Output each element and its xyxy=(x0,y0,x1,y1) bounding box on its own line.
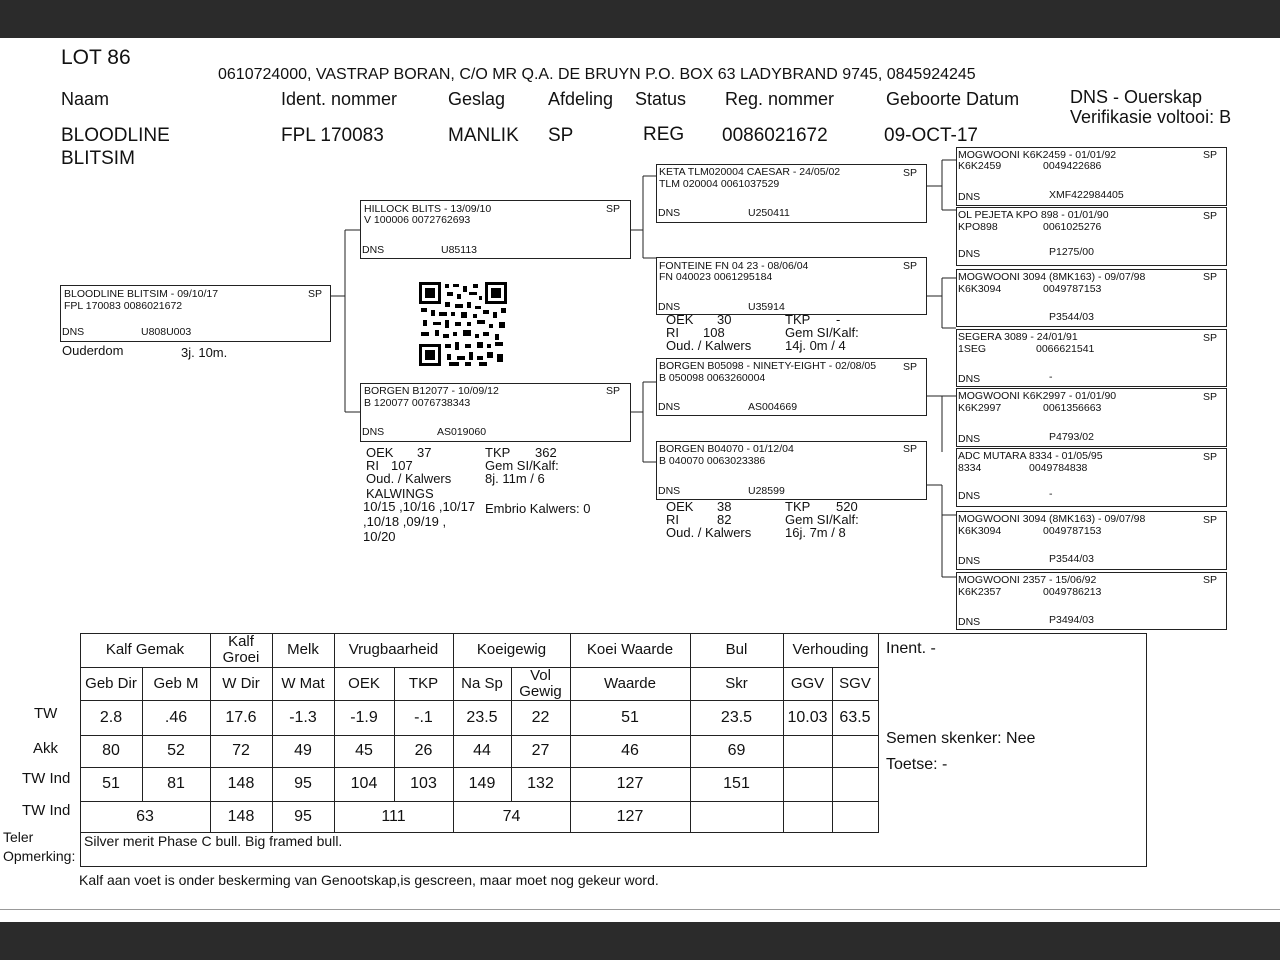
ggp-1-id: K6K2459 xyxy=(958,160,1002,172)
dam-kalwings-1: 10/15 ,10/16 ,10/17 xyxy=(363,499,476,514)
subheader-9: Skr xyxy=(725,674,748,692)
ggp-6-id: 8334 xyxy=(958,462,982,474)
gp2-tkp-value: - xyxy=(836,312,841,327)
group-header-5: Koei Waarde xyxy=(586,641,674,658)
remark-text: Silver merit Phase C bull. Big framed bull. xyxy=(84,833,343,849)
ggp-8-dns: DNS xyxy=(958,616,981,628)
gp-3-ids: B 050098 0063260004 xyxy=(659,372,766,384)
semen-text: Semen skenker: Nee xyxy=(886,730,1036,747)
group-header-6: Bul xyxy=(725,641,748,658)
gp-1-dnsval: U250411 xyxy=(748,207,790,219)
header-naam: Naam xyxy=(61,89,110,109)
subheader-4: OEK xyxy=(348,674,380,692)
header-geboorte: Geboorte Datum xyxy=(886,89,1020,109)
gp-3-title: BORGEN B05098 - NINETY-EIGHT - 02/08/05 xyxy=(659,360,877,372)
gp2-oek-label: OEK xyxy=(666,312,694,327)
gp4-tkp-value: 520 xyxy=(836,499,858,514)
subheader-2: W Dir xyxy=(222,674,260,692)
ggp-8-reg: 0049786213 xyxy=(1043,586,1102,598)
pedigree-gp-4 xyxy=(656,441,927,500)
akk-cell-10 xyxy=(783,735,832,767)
gp2-tkp-label: TKP xyxy=(785,312,811,327)
gp2-stats xyxy=(665,313,925,353)
ggp-6-dns: DNS xyxy=(958,490,981,502)
ggp-2-id: KPO898 xyxy=(958,221,998,233)
table-rule xyxy=(80,866,1147,867)
row-label-0: TW xyxy=(34,705,58,722)
pedigree-dam-dnsval: AS019060 xyxy=(437,426,487,438)
tw-ind2-vrugbaarheid: 111 xyxy=(381,807,406,825)
gp4-oek-value: 38 xyxy=(717,499,732,514)
animal-ident: FPL 170083 xyxy=(281,125,384,146)
toetse-text: Toetse: - xyxy=(886,756,948,773)
group-header-0: Kalf Gemak xyxy=(105,641,185,658)
pedigree-ggp-3 xyxy=(956,269,1227,327)
ggp-5-id: K6K2997 xyxy=(958,402,1002,414)
akk-cell-7: 27 xyxy=(531,742,550,759)
group-header-1: Kalf Groei xyxy=(222,633,260,666)
ggp-5-sp: SP xyxy=(1203,391,1218,403)
tw-ind2-koeigewig: 74 xyxy=(502,807,521,825)
header-ident: Ident. nommer xyxy=(281,89,398,109)
gp4-stats xyxy=(665,500,925,540)
table-rule xyxy=(1146,633,1147,867)
page-divider xyxy=(0,909,1280,910)
animal-geslag: MANLIK xyxy=(448,125,519,146)
teler-label: Teler xyxy=(3,829,34,845)
group-header-7: Verhouding xyxy=(792,641,869,658)
tw-cell-9: 23.5 xyxy=(720,708,753,726)
ggp-1-title: MOGWOONI K6K2459 - 01/01/92 xyxy=(958,149,1117,161)
tw_ind-cell-11 xyxy=(832,767,878,801)
gp4-oud-label: Oud. / Kalwers xyxy=(666,525,752,540)
ggp-4-id: 1SEG xyxy=(958,343,987,355)
ggp-4-sp: SP xyxy=(1203,332,1218,344)
gp-4-dns: DNS xyxy=(658,485,681,497)
gp-3-dns: DNS xyxy=(658,401,681,413)
animal-afdeling: SP xyxy=(548,125,574,146)
subheader-0: Geb Dir xyxy=(85,674,137,692)
tw-ind2-waarde: 127 xyxy=(616,807,644,825)
ggp-6-dnsval: - xyxy=(1049,488,1053,500)
tw-ind2-kalf-gemak: 63 xyxy=(136,807,154,825)
pedigree-gp-2 xyxy=(656,257,927,315)
gp-3-sp: SP xyxy=(903,361,918,373)
pedigree-subject xyxy=(60,285,331,342)
akk-cell-0: 80 xyxy=(102,742,120,759)
header-reg: Reg. nommer xyxy=(725,89,835,109)
pedigree-subject-ids: FPL 170083 0086021672 xyxy=(64,300,183,312)
gp-1-title: KETA TLM020004 CAESAR - 24/05/02 xyxy=(659,166,841,178)
dam-ri-value: 107 xyxy=(391,458,413,473)
header-geslag: Geslag xyxy=(448,89,506,109)
akk-cell-5: 26 xyxy=(414,742,433,759)
akk-cell-4: 45 xyxy=(355,742,373,759)
ouderdom-label: Ouderdom xyxy=(62,343,124,358)
group-header-3: Vrugbaarheid xyxy=(348,641,439,658)
subheader-7: Vol Gewig xyxy=(519,666,562,700)
gp2-oek-value: 30 xyxy=(717,312,732,327)
pedigree-subject-dnsval: U808U003 xyxy=(141,326,192,338)
akk-cell-8: 46 xyxy=(621,742,639,759)
tw-cell-1: .46 xyxy=(164,708,188,726)
gp4-tkp-label: TKP xyxy=(785,499,811,514)
akk-cell-2: 72 xyxy=(232,742,250,759)
tw-cell-8: 51 xyxy=(621,708,639,726)
gp-2-sp: SP xyxy=(903,260,918,272)
subheader-11: SGV xyxy=(839,674,871,692)
ggp-8-dnsval: P3494/03 xyxy=(1049,614,1094,626)
row-label-1: Akk xyxy=(33,740,59,757)
ggp-8-title: MOGWOONI 2357 - 15/06/92 xyxy=(958,574,1097,586)
gp2-gem-label: Gem SI/Kalf: xyxy=(785,325,859,340)
ggp-4-dns: DNS xyxy=(958,373,981,385)
gp-4-dnsval: U28599 xyxy=(748,485,785,497)
pedigree-sire xyxy=(360,200,631,259)
animal-name-1: BLOODLINE xyxy=(61,125,170,146)
tw_ind-cell-10 xyxy=(783,767,832,801)
pedigree-ggp-4 xyxy=(956,329,1227,387)
pedigree-sire-ids: V 100006 0072762693 xyxy=(364,214,471,226)
tw-cell-11: 63.5 xyxy=(839,708,871,726)
animal-status: REG xyxy=(643,124,685,145)
footnote-text: Kalf aan voet is onder beskerming van Genootskap,is gescreen, maar moet nog gekeur word. xyxy=(79,872,659,888)
dam-gem-label: Gem SI/Kalf: xyxy=(485,458,559,473)
ggp-7-title: MOGWOONI 3094 (8MK163) - 09/07/98 xyxy=(958,513,1146,525)
pedigree-dam-ids: B 120077 0076738343 xyxy=(364,397,471,409)
akk-cell-6: 44 xyxy=(473,742,491,759)
ggp-7-dns: DNS xyxy=(958,555,981,567)
header-afdeling: Afdeling xyxy=(548,89,614,109)
gp-1-sp: SP xyxy=(903,167,918,179)
pedigree-sire-dns: DNS xyxy=(362,244,385,256)
ggp-4-dnsval: - xyxy=(1049,371,1053,383)
lot-number: LOT 86 xyxy=(61,46,131,69)
ggp-3-id: K6K3094 xyxy=(958,283,1002,295)
subheader-3: W Mat xyxy=(281,674,325,692)
ggp-2-reg: 0061025276 xyxy=(1043,221,1102,233)
row-label-2: TW Ind xyxy=(22,770,71,787)
tw_ind-cell-8: 127 xyxy=(616,775,644,792)
akk-cell-11 xyxy=(832,735,878,767)
tw_ind-cell-3: 95 xyxy=(294,775,312,792)
gp-4-ids: B 040070 0063023386 xyxy=(659,455,766,467)
ggp-3-dnsval: P3544/03 xyxy=(1049,311,1094,323)
pedigree-gp-3 xyxy=(656,358,927,416)
ggp-6-reg: 0049784838 xyxy=(1029,462,1088,474)
ggp-8-sp: SP xyxy=(1203,574,1218,586)
dam-tkp-label: TKP xyxy=(485,445,511,460)
owner-line: 0610724000, VASTRAP BORAN, C/O MR Q.A. DE BRUYN P.O. BOX 63 LADYBRAND 9745, 0845924245 xyxy=(218,66,976,83)
dam-tkp-value: 362 xyxy=(535,445,557,460)
inent-text: Inent. - xyxy=(886,640,936,657)
dam-embrio: Embrio Kalwers: 0 xyxy=(485,501,591,516)
pedigree-dam-dns: DNS xyxy=(362,426,385,438)
gp2-ri-value: 108 xyxy=(703,325,725,340)
gp4-gem-label: Gem SI/Kalf: xyxy=(785,512,859,527)
gp-2-ids: FN 040023 0061295184 xyxy=(659,271,773,283)
ggp-5-dnsval: P4793/02 xyxy=(1049,431,1094,443)
pedigree-ggp-2 xyxy=(956,207,1227,266)
tw_ind-cell-1: 81 xyxy=(167,775,185,792)
gp-2-title: FONTEINE FN 04 23 - 08/06/04 xyxy=(659,260,809,272)
animal-name-2: BLITSIM xyxy=(61,148,135,169)
dam-oud-label: Oud. / Kalwers xyxy=(366,471,452,486)
ggp-1-reg: 0049422686 xyxy=(1043,160,1102,172)
tw-cell-5: -.1 xyxy=(414,708,433,726)
ggp-4-title: SEGERA 3089 - 24/01/91 xyxy=(958,331,1078,343)
tw_ind-cell-7: 132 xyxy=(527,775,554,792)
tw-cell-6: 23.5 xyxy=(466,708,498,726)
ggp-4-reg: 0066621541 xyxy=(1036,343,1095,355)
gp-3-dnsval: AS004669 xyxy=(748,401,798,413)
ouderdom-value: 3j. 10m. xyxy=(181,345,228,360)
group-header-4: Koeigewig xyxy=(476,641,547,658)
dam-ri-label: RI xyxy=(366,458,379,473)
dam-kalwings-label: KALWINGS xyxy=(366,486,434,501)
tw-cell-3: -1.3 xyxy=(289,708,317,726)
dam-oek-label: OEK xyxy=(366,445,394,460)
subheader-10: GGV xyxy=(790,674,825,692)
gp2-oud-value: 14j. 0m / 4 xyxy=(785,338,846,353)
ggp-7-dnsval: P3544/03 xyxy=(1049,553,1094,565)
ggp-7-sp: SP xyxy=(1203,514,1218,526)
ggp-8-id: K6K2357 xyxy=(958,586,1002,598)
tw_ind-cell-2: 148 xyxy=(227,775,255,792)
gp4-oud-value: 16j. 7m / 8 xyxy=(785,525,846,540)
akk-cell-9: 69 xyxy=(727,742,746,759)
pedigree-dam-sp: SP xyxy=(606,385,621,397)
subheader-8: Waarde xyxy=(604,674,656,692)
tw-ind2-w-dir: 148 xyxy=(227,807,255,825)
tw_ind-cell-0: 51 xyxy=(102,775,120,792)
ggp-5-reg: 0061356663 xyxy=(1043,402,1102,414)
ggp-7-reg: 0049787153 xyxy=(1043,525,1102,537)
header-verifikasie: Verifikasie voltooi: B xyxy=(1070,107,1232,127)
pedigree-ggp-7 xyxy=(956,511,1227,570)
header-status: Status xyxy=(635,89,687,109)
animal-geboorte: 09-OCT-17 xyxy=(884,125,978,146)
ggp-5-title: MOGWOONI K6K2997 - 01/01/90 xyxy=(958,390,1117,402)
subheader-1: Geb M xyxy=(153,674,199,692)
pedigree-sire-title: HILLOCK BLITS - 13/09/10 xyxy=(364,203,492,215)
dam-oek-value: 37 xyxy=(417,445,432,460)
header-dns-ouerskap: DNS - Ouerskap xyxy=(1070,87,1203,107)
pedigree-sire-dnsval: U85113 xyxy=(441,244,478,256)
table-rule xyxy=(878,633,879,833)
gp4-ri-value: 82 xyxy=(717,512,732,527)
gp2-ri-label: RI xyxy=(666,325,679,340)
ggp-7-id: K6K3094 xyxy=(958,525,1002,537)
pedigree-ggp-1 xyxy=(956,147,1227,206)
ggp-6-sp: SP xyxy=(1203,451,1218,463)
pedigree-dam xyxy=(360,383,631,442)
ggp-6-title: ADC MUTARA 8334 - 01/05/95 xyxy=(958,450,1103,462)
gp2-oud-label: Oud. / Kalwers xyxy=(666,338,752,353)
gp-1-ids: TLM 020004 0061037529 xyxy=(659,178,780,190)
subheader-5: TKP xyxy=(408,674,439,692)
ggp-5-dns: DNS xyxy=(958,433,981,445)
tw_ind-cell-5: 103 xyxy=(410,775,437,792)
subheader-6: Na Sp xyxy=(461,674,503,692)
pedigree-subject-dns: DNS xyxy=(62,326,85,338)
tw_ind-cell-6: 149 xyxy=(468,775,496,792)
ggp-2-title: OL PEJETA KPO 898 - 01/01/90 xyxy=(958,209,1109,221)
group-header-2: Melk xyxy=(287,641,319,658)
tw_ind-cell-9: 151 xyxy=(723,775,750,792)
tw-ind2-w-mat: 95 xyxy=(294,807,312,825)
tw-cell-7: 22 xyxy=(531,708,550,726)
pedigree-subject-title: BLOODLINE BLITSIM - 09/10/17 xyxy=(64,288,219,300)
ggp-2-sp: SP xyxy=(1203,210,1218,222)
gp-1-dns: DNS xyxy=(658,207,681,219)
gp-2-dnsval: U35914 xyxy=(748,301,785,313)
pedigree-ggp-5 xyxy=(956,388,1227,447)
pedigree-subject-sp: SP xyxy=(308,288,323,300)
ggp-3-title: MOGWOONI 3094 (8MK163) - 09/07/98 xyxy=(958,271,1146,283)
ggp-1-dnsval: XMF422984405 xyxy=(1049,189,1124,201)
tw-cell-0: 2.8 xyxy=(99,708,123,726)
pedigree-ggp-6 xyxy=(956,448,1227,507)
akk-cell-1: 52 xyxy=(167,742,185,759)
akk-cell-3: 49 xyxy=(294,742,312,759)
ggp-3-sp: SP xyxy=(1203,271,1218,283)
dam-oud-value: 8j. 11m / 6 xyxy=(485,471,545,486)
animal-reg: 0086021672 xyxy=(722,125,828,146)
gp-2-dns: DNS xyxy=(658,301,681,313)
dam-kalwings-2: ,10/18 ,09/19 , xyxy=(363,514,447,529)
ggp-3-reg: 0049787153 xyxy=(1043,283,1102,295)
pedigree-gp-1 xyxy=(656,164,927,223)
tw-cell-10: 10.03 xyxy=(787,708,828,726)
dam-kalwings-3: 10/20 xyxy=(363,529,396,544)
pedigree-dam-title: BORGEN B12077 - 10/09/12 xyxy=(364,385,499,397)
gp4-oek-label: OEK xyxy=(666,499,694,514)
tw_ind-cell-4: 104 xyxy=(350,775,378,792)
opmerking-label: Opmerking: xyxy=(3,848,76,864)
ggp-1-dns: DNS xyxy=(958,191,981,203)
qr-code-icon xyxy=(419,282,507,366)
pedigree-sire-sp: SP xyxy=(606,203,621,215)
pedigree-ggp-8 xyxy=(956,572,1227,630)
tw-cell-2: 17.6 xyxy=(225,708,257,726)
gp4-ri-label: RI xyxy=(666,512,679,527)
ggp-2-dnsval: P1275/00 xyxy=(1049,246,1094,258)
gp-4-title: BORGEN B04070 - 01/12/04 xyxy=(659,443,794,455)
tw-cell-4: -1.9 xyxy=(350,708,378,726)
dam-stats xyxy=(365,445,645,545)
ggp-1-sp: SP xyxy=(1203,149,1218,161)
ggp-2-dns: DNS xyxy=(958,248,981,260)
gp-4-sp: SP xyxy=(903,443,918,455)
row-label-3: TW Ind xyxy=(22,802,71,819)
